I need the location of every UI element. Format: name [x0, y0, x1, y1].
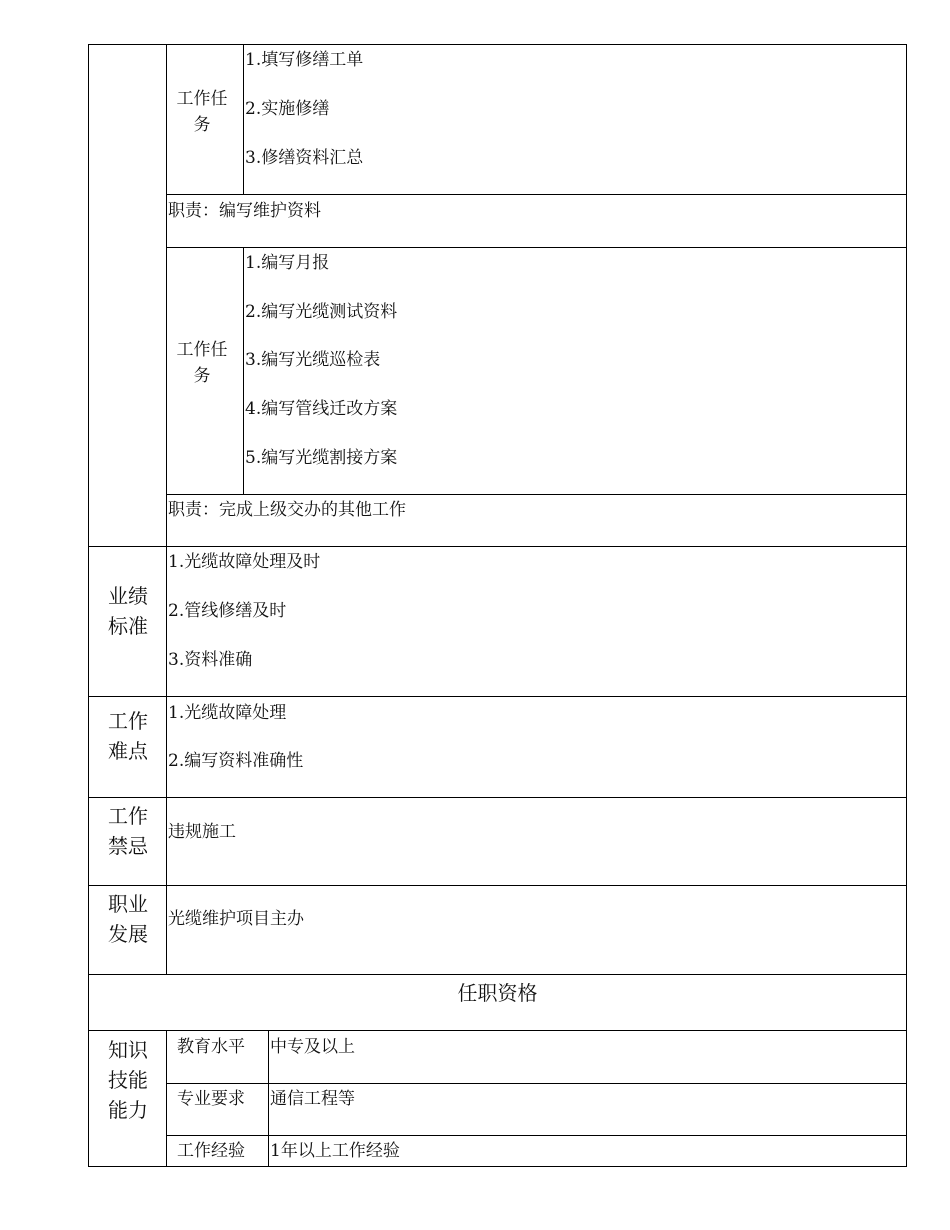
- task-item: 3.修缮资料汇总: [245, 148, 364, 168]
- task-label-1: 工作任务: [176, 89, 228, 135]
- task-item: 2.编写光缆测试资料: [245, 302, 398, 322]
- task-item: 3.编写光缆巡检表: [245, 350, 381, 370]
- career-label: 职业发展: [108, 892, 148, 946]
- task-item: 1.编写月报: [245, 253, 330, 273]
- performance-item: 1.光缆故障处理及时: [168, 552, 321, 572]
- skill-label: 知识技能能力: [108, 1038, 148, 1122]
- qualification-key: 专业要求: [177, 1089, 245, 1109]
- qualification-key: 工作经验: [177, 1141, 245, 1161]
- taboo-text: 违规施工: [168, 822, 236, 842]
- career-text: 光缆维护项目主办: [168, 909, 304, 929]
- qualification-value: 1年以上工作经验: [270, 1141, 400, 1161]
- duty-text-3: 职责：完成上级交办的其他工作: [168, 500, 406, 520]
- difficulty-item: 1.光缆故障处理: [168, 703, 287, 723]
- qualification-value: 通信工程等: [270, 1089, 355, 1109]
- taboo-label: 工作禁忌: [108, 804, 148, 858]
- performance-item: 2.管线修缮及时: [168, 601, 287, 621]
- duty-text-2: 职责：编写维护资料: [168, 201, 321, 221]
- task-label-2: 工作任务: [176, 340, 228, 386]
- task-item: 4.编写管线迁改方案: [245, 399, 398, 419]
- performance-item: 3.资料准确: [168, 650, 253, 670]
- task-item: 2.实施修缮: [245, 99, 330, 119]
- qualification-title: 任职资格: [457, 981, 538, 1005]
- task-item: 1.填写修缮工单: [245, 50, 364, 70]
- difficulty-item: 2.编写资料准确性: [168, 751, 304, 771]
- qualification-key: 教育水平: [177, 1037, 245, 1057]
- difficulty-label: 工作难点: [108, 709, 148, 763]
- qualification-value: 中专及以上: [270, 1037, 355, 1057]
- task-item: 5.编写光缆割接方案: [245, 448, 398, 468]
- performance-label: 业绩标准: [108, 584, 148, 638]
